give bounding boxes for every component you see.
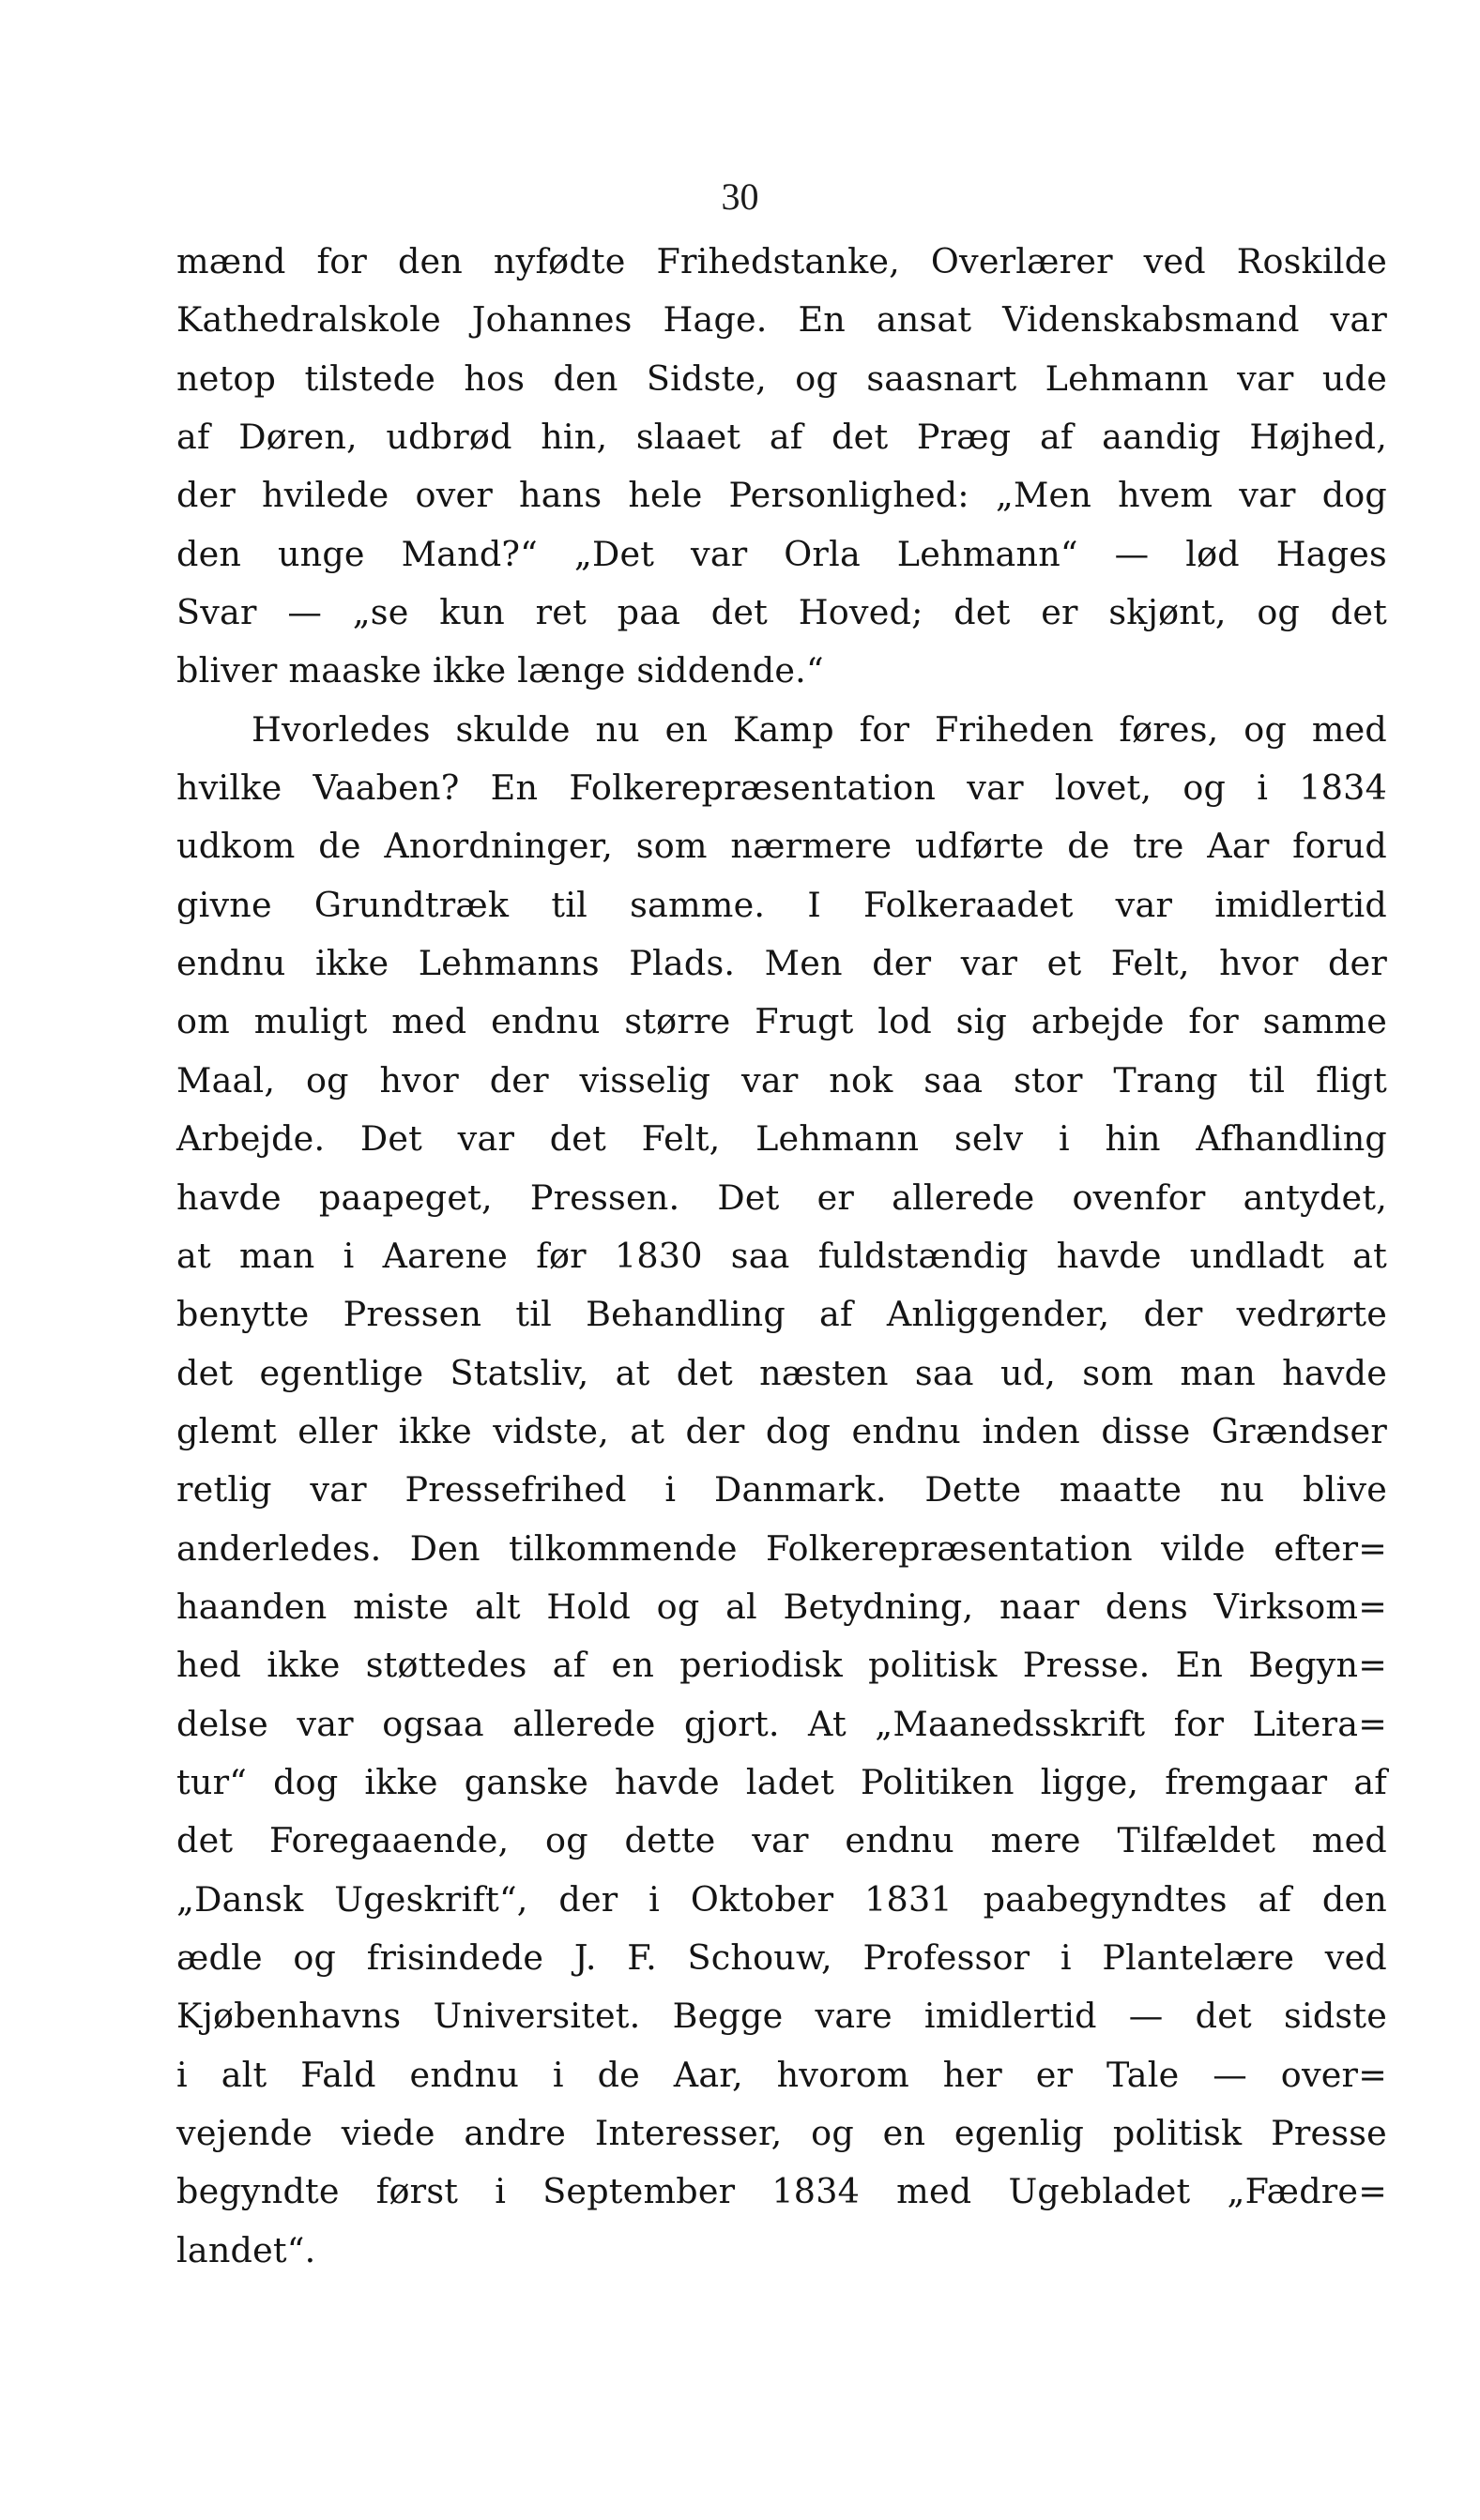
text-line: begyndte først i September 1834 med Ugebladet „Fædre= — [176, 2171, 1387, 2212]
text-line: givne Grundtræk til samme. I Folkeraadet var imidlertid — [176, 884, 1387, 925]
text-line: udkom de Anordninger, som nærmere udførte de tre Aar forud — [176, 826, 1387, 867]
text-line: „Dansk Ugeskrift“, der i Oktober 1831 paabegyndtes af den — [176, 1878, 1387, 1920]
text-line: haanden miste alt Hold og al Betydning, naar dens Virksom= — [176, 1586, 1387, 1627]
body-text — [176, 233, 1387, 2280]
text-line: der hvilede over hans hele Personlighed: „Men hvem var dog — [176, 475, 1387, 516]
text-line: af Døren, udbrød hin, slaaet af det Præg af aandig Højhed, — [176, 417, 1387, 458]
paragraph-end-line: landet“. — [176, 2229, 316, 2270]
page-number: 30 — [721, 175, 759, 218]
text-line: endnu ikke Lehmanns Plads. Men der var et Felt, hvor der — [176, 943, 1387, 984]
text-line: ædle og frisindede J. F. Schouw, Professor i Plantelære ved — [176, 1936, 1387, 1978]
text-line: det egentlige Statsliv, at det næsten saa ud, som man havde — [176, 1352, 1387, 1393]
paragraph-start-line: Hvorledes skulde nu en Kamp for Friheden føres, og med — [252, 708, 1387, 750]
text-line: i alt Fald endnu i de Aar, hvorom her er Tale — over= — [176, 2054, 1387, 2095]
text-line: Kjøbenhavns Universitet. Begge vare imidlertid — det sidste — [176, 1996, 1387, 2037]
text-line: Svar — „se kun ret paa det Hoved; det er skjønt, og det — [176, 592, 1387, 633]
text-line: hvilke Vaaben? En Folkerepræsentation var lovet, og i 1834 — [176, 767, 1387, 809]
paragraph-end-line: bliver maaske ikke længe siddende.“ — [176, 650, 824, 691]
text-line: det Foregaaende, og dette var endnu mere Tilfældet med — [176, 1820, 1387, 1861]
text-line: netop tilstede hos den Sidste, og saasnart Lehmann var ude — [176, 357, 1387, 399]
text-line: den unge Mand?“ „Det var Orla Lehmann“ — lød Hages — [176, 533, 1387, 574]
text-line: benytte Pressen til Behandling af Anliggender, der vedrørte — [176, 1294, 1387, 1335]
text-line: Maal, og hvor der visselig var nok saa stor Trang til fligt — [176, 1059, 1387, 1101]
text-line: hed ikke støttedes af en periodisk politisk Presse. En Begyn= — [176, 1645, 1387, 1686]
text-line: retlig var Pressefrihed i Danmark. Dette maatte nu blive — [176, 1469, 1387, 1510]
text-line: havde paapeget, Pressen. Det er allerede ovenfor antydet, — [176, 1177, 1387, 1218]
text-line: anderledes. Den tilkommende Folkerepræsentation vilde efter= — [176, 1527, 1387, 1569]
text-line: Arbejde. Det var det Felt, Lehmann selv i hin Afhandling — [176, 1118, 1387, 1160]
text-line: delse var ogsaa allerede gjort. At „Maanedsskrift for Litera= — [176, 1703, 1387, 1744]
text-line: mænd for den nyfødte Frihedstanke, Overlærer ved Roskilde — [176, 241, 1387, 281]
text-line: at man i Aarene før 1830 saa fuldstændig havde undladt at — [176, 1235, 1387, 1276]
text-line: vejende viede andre Interesser, og en egenlig politisk Presse — [176, 2113, 1387, 2153]
text-line: glemt eller ikke vidste, at der dog endnu inden disse Grændser — [176, 1410, 1387, 1451]
text-line: tur“ dog ikke ganske havde ladet Politiken ligge, fremgaar af — [176, 1761, 1387, 1802]
text-line: om muligt med endnu større Frugt lod sig arbejde for samme — [176, 1001, 1387, 1042]
text-line: Kathedralskole Johannes Hage. En ansat Videnskabsmand var — [176, 299, 1387, 341]
